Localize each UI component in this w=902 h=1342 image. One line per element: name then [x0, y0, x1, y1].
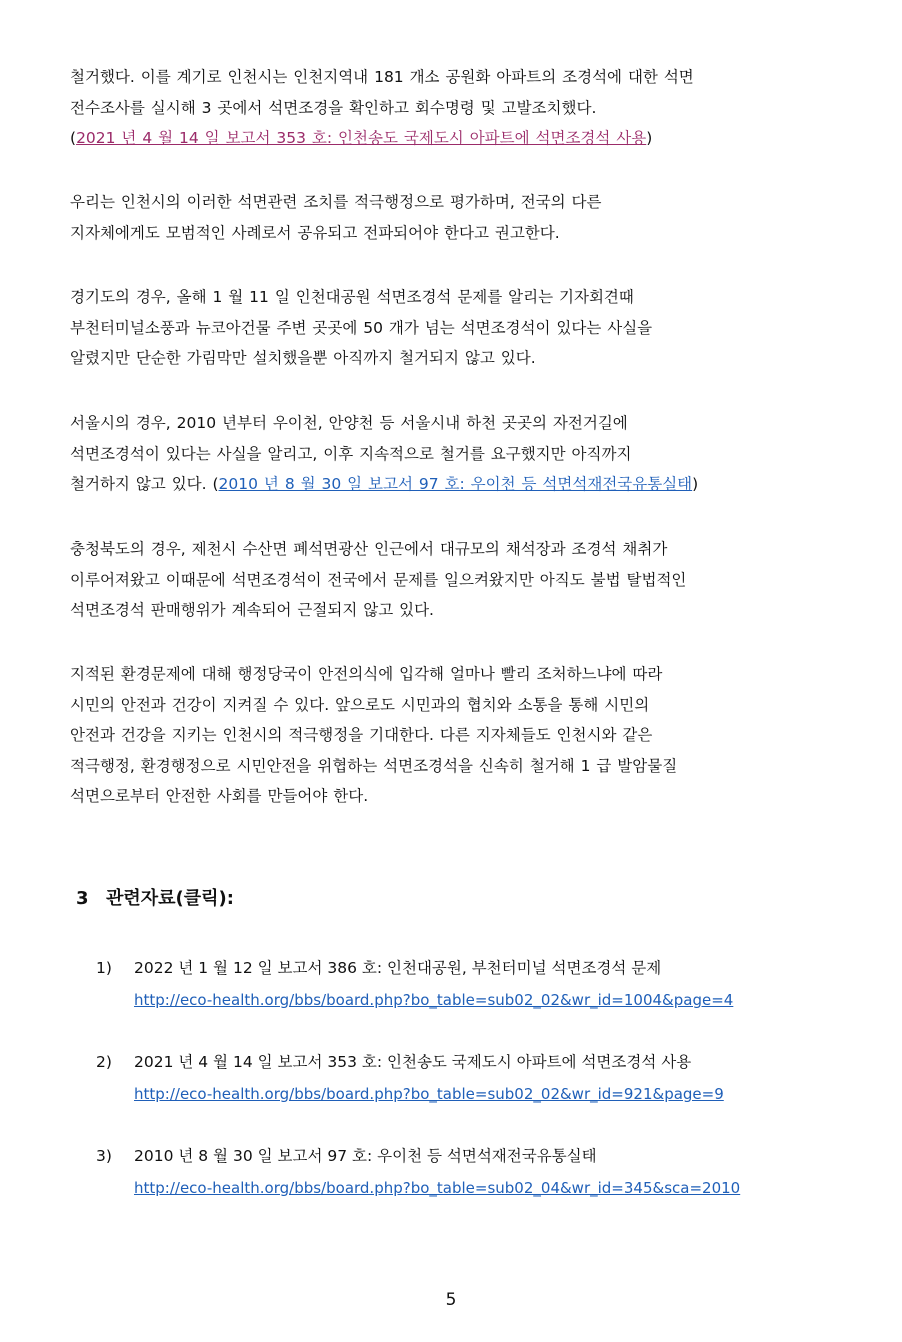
paragraph-line [70, 469, 842, 500]
paragraph-line: 이루어져왔고 이때문에 석면조경석이 전국에서 문제를 일으켜왔지만 아직도 불법 탈법적인 [70, 570, 687, 589]
paragraph-line: 적극행정, 환경행정으로 시민안전을 위협하는 석면조경석을 신속히 철거해 1 급 발암물질 [70, 756, 678, 775]
reference-item [96, 1140, 836, 1204]
paragraph-text: 철거하지 않고 있다. ( [70, 475, 219, 493]
reference-url-link[interactable]: http://eco-health.org/bbs/board.php?bo_table=sub02_02&wr_id=921&page=9 [134, 1085, 724, 1103]
paragraph-conclusion [70, 659, 842, 812]
reference-item [96, 952, 836, 1016]
paragraph-line: 경기도의 경우, 올해 1 월 11 일 인천대공원 석면조경석 문제를 알리는 기자회견때 [70, 288, 634, 306]
reference-title: 2010 년 8 월 30 일 보고서 97 호: 우이천 등 석면석재전국유통실태 [134, 1147, 597, 1165]
reference-title: 2022 년 1 월 12 일 보고서 386 호: 인천대공원, 부천터미널 석면조경석 문제 [134, 959, 662, 977]
paragraph-line: 철거했다. 이를 계기로 인천시는 인천지역내 181 개소 공원화 아파트의 조경석에 대한 석면 [70, 68, 694, 86]
report-97-link[interactable]: 2010 년 8 월 30 일 보고서 97 호: 우이천 등 석면석재전국유통실태 [218, 475, 693, 493]
paragraph-line: 시민의 안전과 건강이 지켜질 수 있다. 앞으로도 시민과의 협치와 소통을 통해 시민의 [70, 695, 650, 714]
paragraph-recommendation [70, 187, 842, 248]
paragraph-seoul [70, 408, 842, 500]
paragraph-line: 충청북도의 경우, 제천시 수산면 폐석면광산 인근에서 대규모의 채석장과 조경석 채취가 [70, 540, 668, 558]
reference-url-link[interactable]: http://eco-health.org/bbs/board.php?bo_table=sub02_04&wr_id=345&sca=2010 [134, 1179, 741, 1197]
report-353-link[interactable]: 2021 년 4 월 14 일 보고서 353 호: 인천송도 국제도시 아파트에 석면조경석 사용 [76, 129, 647, 147]
paragraph-gyeonggi [70, 282, 842, 374]
reference-index: 1) [96, 959, 112, 977]
paragraph-line: 부천터미널소풍과 뉴코아건물 주변 곳곳에 50 개가 넘는 석면조경석이 있다는 사실을 [70, 318, 653, 337]
paragraph-line: 석면조경석이 있다는 사실을 알리고, 이후 지속적으로 철거를 요구했지만 아직까지 [70, 444, 632, 463]
section-title: 관련자료(클릭): [106, 888, 234, 909]
section-heading-related-materials [76, 884, 234, 914]
paragraph-line: 석면으로부터 안전한 사회를 만들어야 한다. [70, 787, 369, 805]
paragraph-line: 안전과 건강을 지키는 인천시의 적극행정을 기대한다. 다른 지자체들도 인천시와 같은 [70, 726, 653, 744]
paren-close: ) [692, 475, 699, 493]
paren-close: ) [646, 129, 653, 147]
paragraph-line: 지적된 환경문제에 대해 행정당국이 안전의식에 입각해 얼마나 빨리 조처하느냐에 따라 [70, 665, 663, 683]
paragraph-line: 우리는 인천시의 이러한 석면관련 조치를 적극행정으로 평가하며, 전국의 다른 [70, 193, 602, 211]
paragraph-line: 전수조사를 실시해 3 곳에서 석면조경을 확인하고 회수명령 및 고발조치했다. [70, 98, 597, 117]
reference-title: 2021 년 4 월 14 일 보고서 353 호: 인천송도 국제도시 아파트에 석면조경석 사용 [134, 1053, 692, 1071]
paragraph-line [70, 123, 842, 154]
reference-url-link[interactable]: http://eco-health.org/bbs/board.php?bo_table=sub02_02&wr_id=1004&page=4 [134, 991, 734, 1009]
paren-open: ( [70, 129, 77, 147]
section-number: 3 [76, 888, 89, 909]
paragraph-incheon-survey [70, 62, 842, 154]
paragraph-chungbuk [70, 534, 842, 626]
paragraph-line: 알렸지만 단순한 가림막만 설치했을뿐 아직까지 철거되지 않고 있다. [70, 349, 536, 367]
page-number: 5 [445, 1290, 457, 1310]
paragraph-line: 지자체에게도 모범적인 사례로서 공유되고 전파되어야 한다고 권고한다. [70, 223, 560, 242]
paragraph-line: 석면조경석 판매행위가 계속되어 근절되지 않고 있다. [70, 601, 434, 619]
reference-index: 3) [96, 1147, 112, 1165]
paragraph-line: 서울시의 경우, 2010 년부터 우이천, 안양천 등 서울시내 하천 곳곳의 자전거길에 [70, 414, 628, 432]
reference-index: 2) [96, 1053, 112, 1071]
reference-item [96, 1046, 836, 1110]
